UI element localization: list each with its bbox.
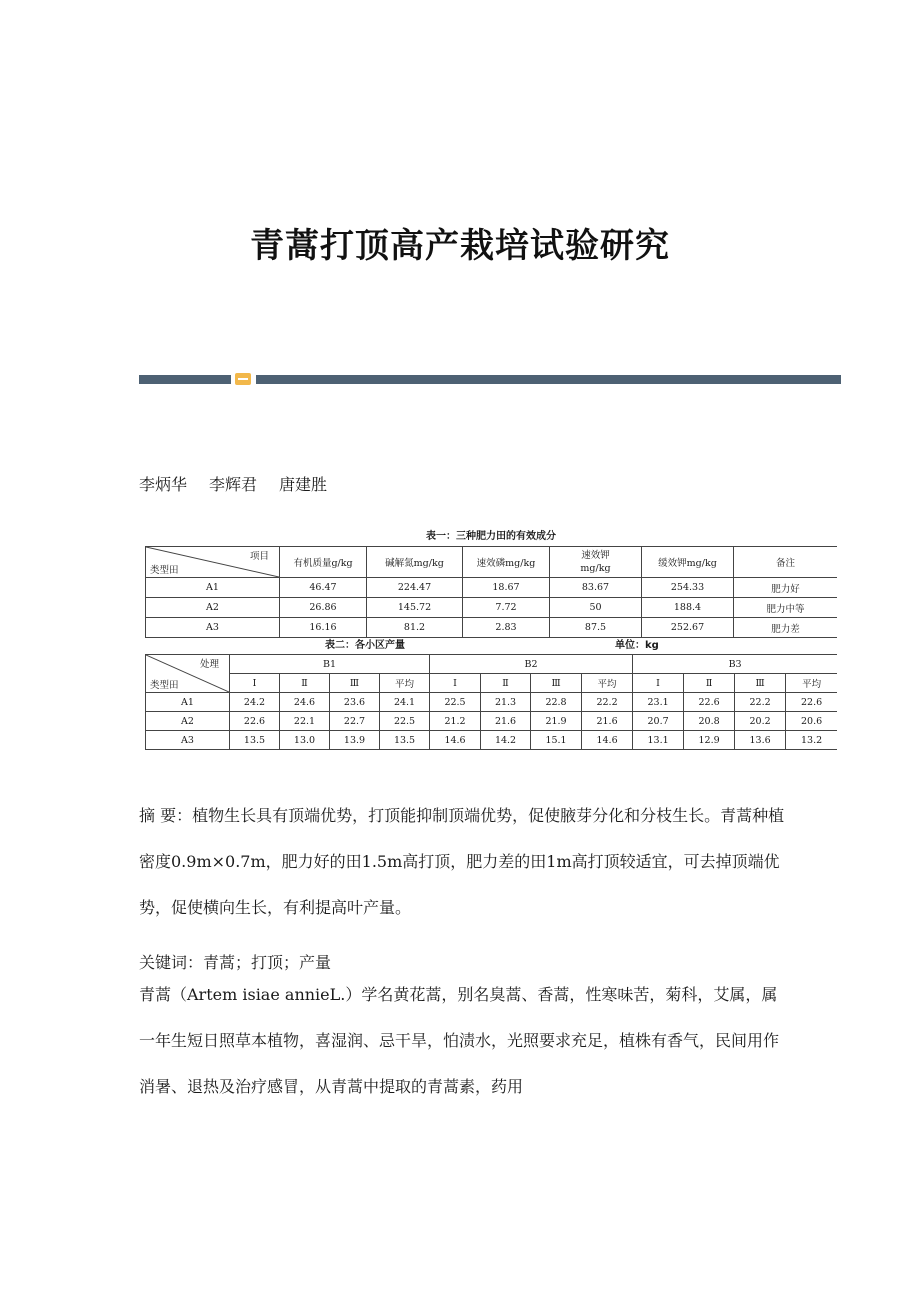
table2-caption-row: [145, 638, 837, 654]
abstract: 摘 要：植物生长具有顶端优势，打顶能抑制顶端优势，促使腋芽分化和分枝生长。青蒿种植密度0.9m×0.7m，肥力好的田1.5m高打顶，肥力差的田1m高打顶较适宜，可去掉顶端优势，促使横向生长，有利提高叶产量。: [139, 806, 785, 917]
table-cell: 21.3: [481, 693, 531, 712]
table2-subheader: Ⅲ: [735, 674, 786, 693]
table-cell: 23.6: [330, 693, 380, 712]
table-cell: 22.5: [380, 712, 430, 731]
body-paragraph: 青蒿（Artem isiae annieL.）学名黄花蒿，别名臭蒿、香蒿，性寒味苦，菊科，艾属，属一年生短日照草本植物，喜湿润、忌干旱，怕渍水，光照要求充足，植株有香气，民间用作消暑、退热及治疗感冒，从青蒿中提取的青蒿素，药用: [139, 985, 780, 1096]
table-cell: 50: [550, 598, 642, 618]
table2-subheader: Ⅲ: [531, 674, 582, 693]
table-cell: 22.6: [230, 712, 280, 731]
table-cell: A3: [146, 731, 230, 750]
table-cell: A1: [146, 578, 280, 598]
table-row: [146, 598, 838, 618]
table-cell: 21.6: [481, 712, 531, 731]
table1: [145, 546, 837, 638]
table1-caption: 表一：三种肥力田的有效成分: [426, 531, 556, 542]
table-cell: 252.67: [642, 618, 734, 638]
table-cell: 肥力好: [734, 578, 838, 598]
title-divider-right: [256, 375, 841, 384]
table-cell: 22.5: [430, 693, 481, 712]
table2-subheader: Ⅰ: [633, 674, 684, 693]
table-cell: 2.83: [463, 618, 550, 638]
table-cell: A3: [146, 618, 280, 638]
table2-subheader: Ⅰ: [230, 674, 280, 693]
table1-corner-top: 项目: [249, 551, 269, 562]
table-cell: 13.5: [380, 731, 430, 750]
table2-subheader: 平均: [582, 674, 633, 693]
table-cell: A2: [146, 712, 230, 731]
table-cell: 21.9: [531, 712, 582, 731]
table-row: [146, 693, 838, 712]
table2-group-header: B2: [430, 655, 633, 674]
table-cell: 26.86: [280, 598, 367, 618]
table-cell: 24.2: [230, 693, 280, 712]
table-cell: 7.72: [463, 598, 550, 618]
table2-group-header: B3: [633, 655, 837, 674]
table-cell: 13.2: [786, 731, 837, 750]
tables-figure: [145, 528, 837, 766]
table-cell: 188.4: [642, 598, 734, 618]
table-cell: 20.8: [684, 712, 735, 731]
table-cell: 13.6: [735, 731, 786, 750]
table-cell: 14.2: [481, 731, 531, 750]
author-list: [139, 472, 349, 495]
title-divider-left: [139, 375, 231, 384]
author: 唐建胜: [279, 475, 328, 494]
table-row: [146, 731, 838, 750]
table-cell: 81.2: [367, 618, 463, 638]
table-cell: 15.1: [531, 731, 582, 750]
author: 李炳华: [139, 475, 188, 494]
table2-subheader: Ⅰ: [430, 674, 481, 693]
table-cell: 12.9: [684, 731, 735, 750]
table-cell: 22.8: [531, 693, 582, 712]
table-cell: 13.1: [633, 731, 684, 750]
paper-title: 青蒿打顶高产栽培试验研究: [250, 226, 670, 266]
table2-unit: 单位：kg: [615, 640, 659, 651]
table-cell: 18.67: [463, 578, 550, 598]
table-cell: 20.2: [735, 712, 786, 731]
table1-header: 速效磷mg/kg: [463, 547, 550, 578]
table-cell: 22.1: [280, 712, 330, 731]
table1-header: 备注: [734, 547, 838, 578]
table2-caption: 表二：各小区产量: [325, 640, 405, 651]
table2-subheader: Ⅱ: [280, 674, 330, 693]
table-cell: 24.6: [280, 693, 330, 712]
table-cell: 14.6: [430, 731, 481, 750]
table-row: [146, 618, 838, 638]
table-cell: 83.67: [550, 578, 642, 598]
table1-header: 速效钾 mg/kg: [550, 547, 642, 578]
table1-header: 有机质量g/kg: [280, 547, 367, 578]
divider-ornament-icon: [235, 373, 251, 385]
table2-group-header: B1: [230, 655, 430, 674]
table-cell: 13.0: [280, 731, 330, 750]
table-cell: 22.6: [786, 693, 837, 712]
table-cell: 46.47: [280, 578, 367, 598]
table-cell: 13.5: [230, 731, 280, 750]
table-cell: 22.2: [735, 693, 786, 712]
table-cell: 21.6: [582, 712, 633, 731]
table-cell: 13.9: [330, 731, 380, 750]
keywords: 关键词：青蒿；打顶；产量: [139, 953, 332, 972]
table-cell: 肥力差: [734, 618, 838, 638]
table-cell: 24.1: [380, 693, 430, 712]
table-cell: A2: [146, 598, 280, 618]
table-cell: A1: [146, 693, 230, 712]
table-cell: 16.16: [280, 618, 367, 638]
table-cell: 20.6: [786, 712, 837, 731]
table-cell: 21.2: [430, 712, 481, 731]
table-cell: 20.7: [633, 712, 684, 731]
table2-subheader: 平均: [380, 674, 430, 693]
table2-corner-top: 处理: [199, 659, 219, 670]
table2-subheader: Ⅱ: [481, 674, 531, 693]
table-cell: 肥力中等: [734, 598, 838, 618]
table-cell: 87.5: [550, 618, 642, 638]
table-row: [146, 578, 838, 598]
author: 李辉君: [209, 475, 258, 494]
table2-corner-bottom: 类型田: [150, 680, 179, 691]
table2-subheader: 平均: [786, 674, 837, 693]
table-row: [146, 712, 838, 731]
table1-header: 缓效钾mg/kg: [642, 547, 734, 578]
table-cell: 145.72: [367, 598, 463, 618]
table-cell: 254.33: [642, 578, 734, 598]
table-cell: 22.2: [582, 693, 633, 712]
table2-corner-cell: [146, 655, 230, 693]
table-cell: 23.1: [633, 693, 684, 712]
table-cell: 224.47: [367, 578, 463, 598]
table1-corner-bottom: 类型田: [150, 565, 179, 576]
table1-header: 碱解氮mg/kg: [367, 547, 463, 578]
table2: [145, 654, 837, 750]
table-cell: 14.6: [582, 731, 633, 750]
table1-corner-cell: [146, 547, 280, 578]
table2-subheader: Ⅲ: [330, 674, 380, 693]
table-cell: 22.7: [330, 712, 380, 731]
table2-subheader: Ⅱ: [684, 674, 735, 693]
table-cell: 22.6: [684, 693, 735, 712]
